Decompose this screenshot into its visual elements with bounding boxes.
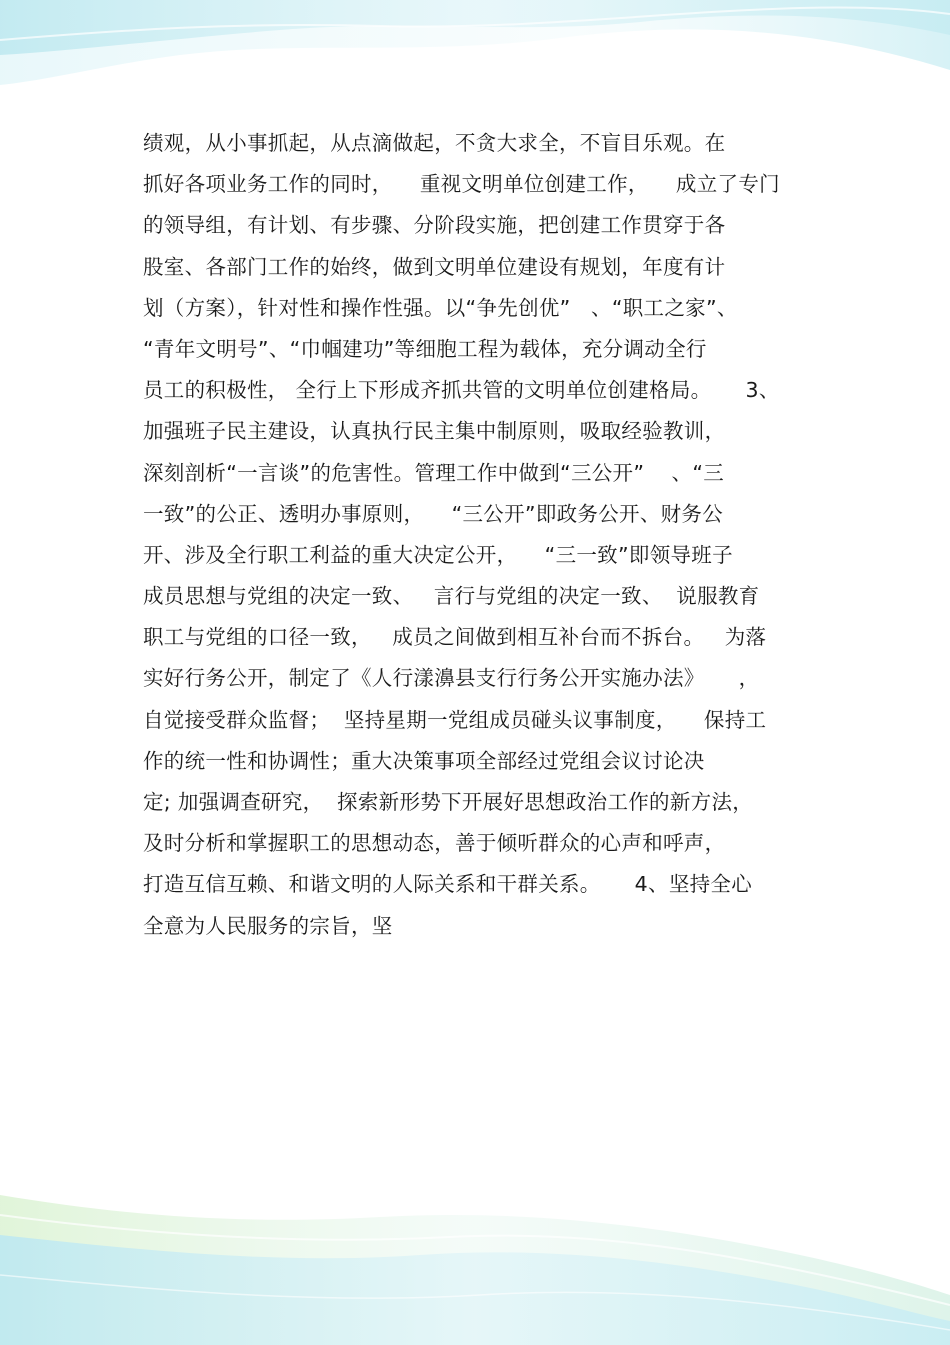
text-line-5: 划（方案），针对性和操作性强。以“争先创优” 、“职工之家”、 (143, 295, 738, 320)
text-line-17: 定; 加强调查研究， 探索新形势下开展好思想政治工作的新方法， (143, 790, 754, 814)
text-line-9: 深刻剖析“一言谈”的危害性。管理工作中做到“三公开” 、“三 (143, 460, 725, 485)
text-line-16: 作的统一性和协调性；重大决策事项全部经过党组会议讨论决 (143, 748, 705, 773)
text-line-2: 抓好各项业务工作的同时， 重视文明单位创建工作， 成立了专门 (143, 172, 780, 197)
text-line-6: “青年文明号”、“巾帼建功”等细胞工程为载体，充分调动全行 (143, 336, 707, 361)
text-line-10: 一致”的公正、透明办事原则， “三公开”即政务公开、财务公 (143, 501, 724, 526)
text-line-15: 自觉接受群众监督； 坚持星期一党组成员碰头议事制度， 保持工 (143, 707, 767, 732)
text-line-4: 股室、各部门工作的始终，做到文明单位建设有规划，年度有计 (143, 254, 726, 279)
text-line-3: 的领导组，有计划、有步骤、分阶段实施，把创建工作贯穿于各 (143, 213, 726, 238)
document-body (143, 123, 823, 947)
text-line-1: 绩观，从小事抓起，从点滴做起，不贪大求全，不盲目乐观。在 (143, 131, 726, 155)
text-line-19: 打造互信互赖、和谐文明的人际关系和干群关系。 4、坚持全心 (143, 872, 753, 897)
text-line-13: 职工与党组的口径一致， 成员之间做到相互补台而不拆台。 为落 (143, 625, 767, 650)
top-wave-decoration (0, 0, 950, 110)
bottom-wave-decoration (0, 1155, 950, 1345)
text-line-20: 全意为人民服务的宗旨，坚 (143, 913, 393, 938)
text-line-11: 开、涉及全行职工利益的重大决定公开， “三一致”即领导班子 (143, 542, 733, 567)
text-line-18: 及时分析和掌握职工的思想动态，善于倾听群众的心声和呼声， (143, 831, 726, 856)
text-line-14: 实好行务公开，制定了《人行漾濞县支行行务公开实施办法》 ， (143, 666, 760, 691)
text-line-7: 员工的积极性， 全行上下形成齐抓共管的文明单位创建格局。 3、 (143, 378, 780, 403)
text-line-12: 成员思想与党组的决定一致、 言行与党组的决定一致、 说服教育 (143, 584, 760, 609)
text-line-8: 加强班子民主建设，认真执行民主集中制原则，吸取经验教训， (143, 419, 726, 444)
